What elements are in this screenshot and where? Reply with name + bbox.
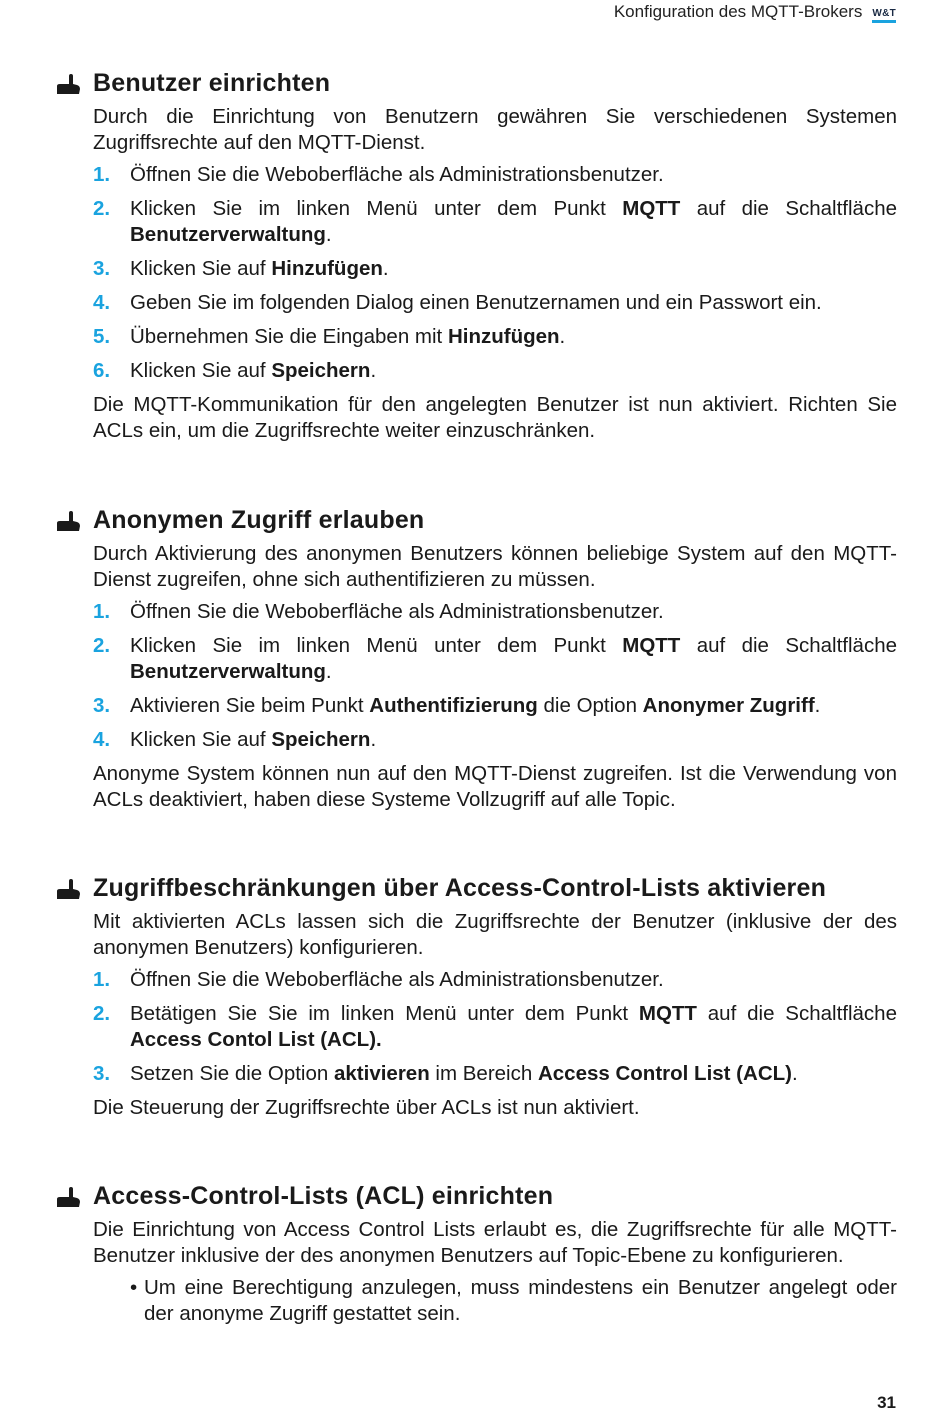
- step-item: [93, 693, 897, 719]
- step-text: Aktivieren Sie beim Punkt: [130, 694, 370, 717]
- intro-text: Durch die Einrichtung von Benutzern gewähren Sie verschiedenen Systemen Zugriffsrechte auf den MQTT-Dienst.: [93, 105, 897, 154]
- step-emphasis: Speichern: [271, 359, 371, 382]
- header-title: Konfiguration des MQTT-Brokers: [613, 2, 863, 21]
- step-item: [93, 324, 897, 350]
- step-list: [93, 162, 897, 384]
- step-text: Übernehmen Sie die Eingaben mit: [130, 325, 448, 348]
- bullet-list: [130, 1275, 897, 1327]
- step-text: die Option: [537, 694, 643, 717]
- step-number: 4.: [93, 728, 111, 751]
- pointing-hand-icon: [55, 879, 81, 901]
- step-item: [93, 967, 897, 993]
- section-heading: [93, 873, 950, 903]
- step-list: [93, 967, 897, 1087]
- step-emphasis: Anonymer Zugriff: [642, 694, 815, 717]
- step-emphasis: MQTT: [638, 1002, 697, 1025]
- step-item: [93, 727, 897, 753]
- intro-text: Mit aktivierten ACLs lassen sich die Zugriffsrechte der Benutzer (inklusive der des anonymen Benutzers) konfigurieren.: [93, 910, 897, 959]
- step-item: [93, 599, 897, 625]
- step-number: 5.: [93, 325, 111, 348]
- step-text: Öffnen Sie die Weboberfläche als Administrationsbenutzer.: [130, 163, 664, 186]
- step-text: Klicken Sie im linken Menü unter dem Punkt: [130, 634, 623, 657]
- step-emphasis: Access Contol List (ACL).: [130, 1028, 382, 1051]
- step-text: .: [791, 1062, 798, 1085]
- step-text: .: [325, 223, 332, 246]
- step-text: Öffnen Sie die Weboberfläche als Administrationsbenutzer.: [130, 600, 664, 623]
- step-emphasis: MQTT: [622, 197, 681, 220]
- step-text: Klicken Sie auf: [130, 257, 272, 280]
- step-text: im Bereich: [429, 1062, 538, 1085]
- pointing-hand-icon: [55, 1187, 81, 1209]
- page-number: 31: [877, 1393, 896, 1412]
- step-text: Klicken Sie im linken Menü unter dem Punkt: [130, 197, 623, 220]
- step-emphasis: Access Control List (ACL): [537, 1062, 792, 1085]
- step-number: 3.: [93, 1062, 111, 1085]
- step-text: .: [325, 660, 332, 683]
- step-text: Setzen Sie die Option: [130, 1062, 334, 1085]
- heading-text: Benutzer einrichten: [93, 69, 331, 97]
- step-emphasis: aktivieren: [334, 1062, 430, 1085]
- step-item: [93, 1061, 897, 1087]
- step-item: [93, 1001, 897, 1053]
- step-item: [93, 162, 897, 188]
- section-acl-aktivieren: [0, 873, 950, 1121]
- section-heading: [93, 1181, 950, 1211]
- step-number: 2.: [93, 197, 111, 220]
- step-item: [93, 358, 897, 384]
- step-text: .: [370, 728, 377, 751]
- step-number: 2.: [93, 1002, 111, 1025]
- outro-text: Die MQTT-Kommunikation für den angelegten Benutzer ist nun aktiviert. Richten Sie ACLs ein, um die Zugriffsrechte weiter einzuschränken.: [93, 393, 897, 442]
- heading-text: Zugriffbeschränkungen über Access-Control-Lists aktivieren: [93, 874, 827, 902]
- step-number: 1.: [93, 968, 111, 991]
- section-heading: [93, 505, 950, 535]
- step-text: Öffnen Sie die Weboberfläche als Administrationsbenutzer.: [130, 968, 664, 991]
- step-text: Klicken Sie auf: [130, 728, 272, 751]
- step-list: [93, 599, 897, 753]
- bullet-item: • Um eine Berechtigung anzulegen, muss mindestens ein Benutzer angelegt oder der anonyme Zugriff gestattet sein.: [130, 1275, 897, 1327]
- step-number: 3.: [93, 257, 111, 280]
- step-text: auf die Schaltfläche: [680, 197, 897, 220]
- section-heading: [93, 68, 950, 98]
- step-text: auf die Schaltfläche: [680, 634, 897, 657]
- intro-text: Durch Aktivierung des anonymen Benutzers können beliebige System auf den MQTT-Dienst zugreifen, ohne sich authentifizieren zu müssen.: [93, 542, 897, 591]
- step-item: [93, 256, 897, 282]
- intro-text: Die Einrichtung von Access Control Lists erlaubt es, die Zugriffsrechte für alle MQTT-Benutzer inklusive der des anonymen Benutzers auf Topic-Ebene zu konfigurieren.: [93, 1218, 897, 1267]
- section-benutzer-einrichten: [0, 68, 950, 444]
- step-emphasis: MQTT: [622, 634, 681, 657]
- step-text: Betätigen Sie Sie im linken Menü unter dem Punkt: [130, 1002, 639, 1025]
- step-emphasis: Speichern: [271, 728, 371, 751]
- step-number: 1.: [93, 600, 111, 623]
- section-acl-einrichten: [0, 1181, 950, 1327]
- step-text: auf die Schaltfläche: [696, 1002, 897, 1025]
- step-emphasis: Authentifizierung: [369, 694, 538, 717]
- wt-logo: W&T: [872, 8, 896, 23]
- step-item: [93, 196, 897, 248]
- step-item: [93, 290, 897, 316]
- step-emphasis: Hinzufügen: [447, 325, 560, 348]
- step-emphasis: Benutzerverwaltung: [130, 660, 326, 683]
- step-item: [93, 633, 897, 685]
- step-text: .: [370, 359, 377, 382]
- step-emphasis: Benutzerverwaltung: [130, 223, 326, 246]
- section-anonymer-zugriff: [0, 505, 950, 813]
- step-number: 2.: [93, 634, 111, 657]
- step-text: Geben Sie im folgenden Dialog einen Benutzernamen und ein Passwort ein.: [130, 291, 822, 314]
- pointing-hand-icon: [55, 74, 81, 96]
- heading-text: Access-Control-Lists (ACL) einrichten: [93, 1182, 554, 1210]
- pointing-hand-icon: [55, 511, 81, 533]
- step-number: 3.: [93, 694, 111, 717]
- outro-text: Anonyme System können nun auf den MQTT-Dienst zugreifen. Ist die Verwendung von ACLs deaktiviert, haben diese Systeme Vollzugriff auf alle Topic.: [93, 762, 897, 811]
- outro-text: Die Steuerung der Zugriffsrechte über ACLs ist nun aktiviert.: [93, 1096, 640, 1119]
- step-number: 1.: [93, 163, 111, 186]
- step-number: 6.: [93, 359, 111, 382]
- step-text: Klicken Sie auf: [130, 359, 272, 382]
- step-text: .: [382, 257, 389, 280]
- step-emphasis: Hinzufügen: [271, 257, 383, 280]
- step-number: 4.: [93, 291, 111, 314]
- step-text: .: [559, 325, 566, 348]
- page-header: [614, 2, 896, 23]
- heading-text: Anonymen Zugriff erlauben: [93, 506, 425, 534]
- step-text: .: [814, 694, 821, 717]
